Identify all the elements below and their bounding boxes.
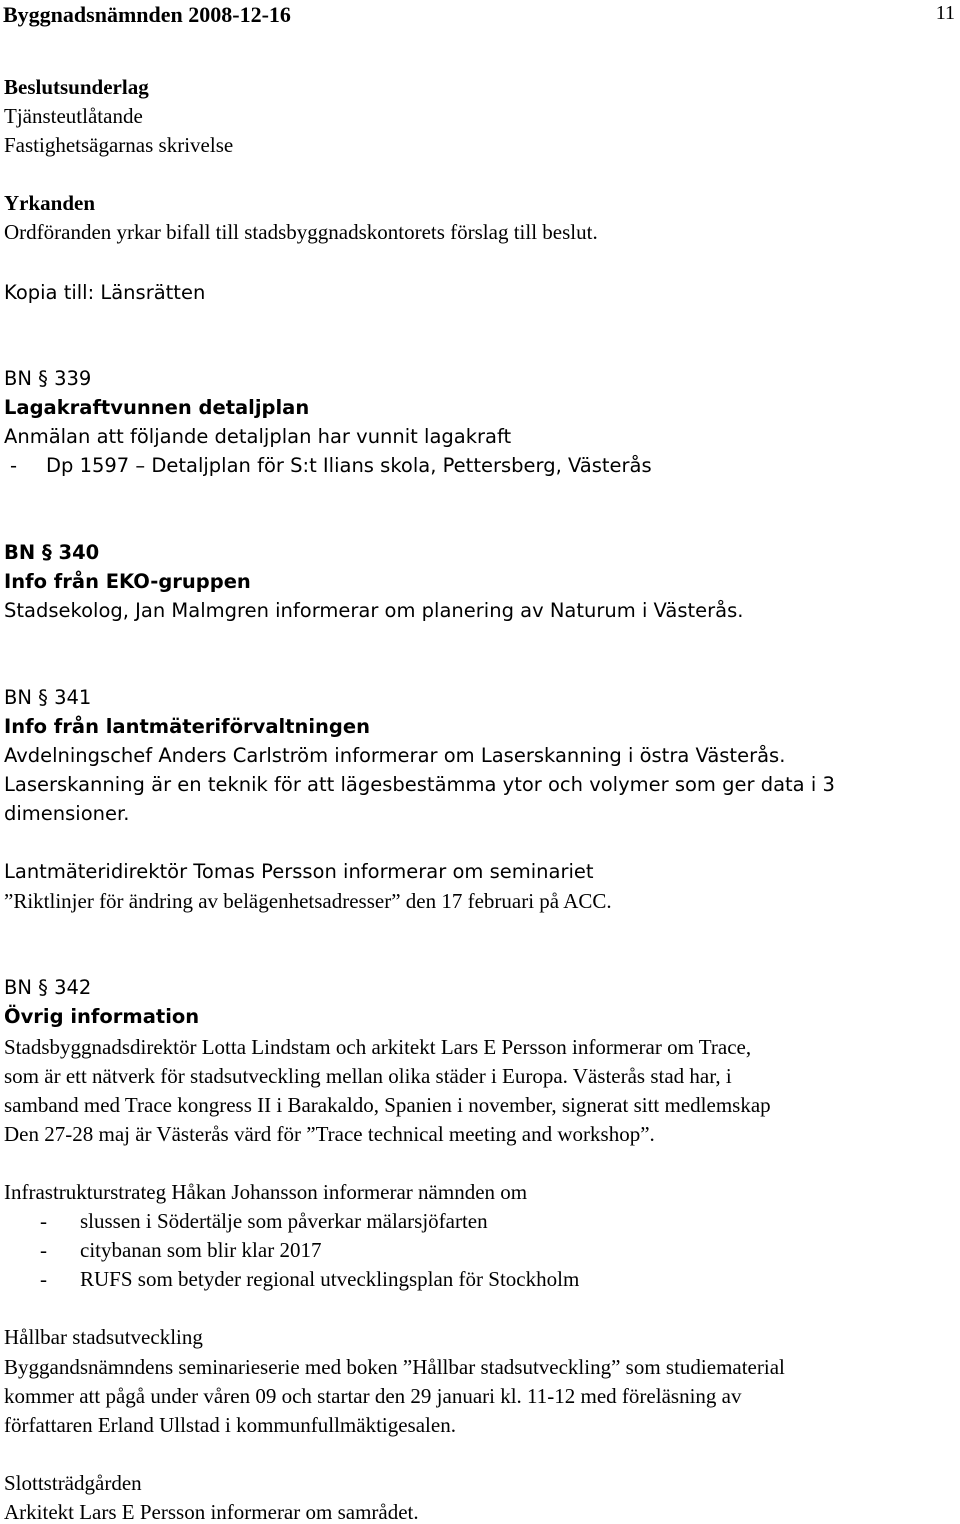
page-number: 11 (935, 2, 955, 24)
bn339-title: Lagakraftvunnen detaljplan (4, 396, 310, 419)
bn342-paragraph-line: som är ett nätverk för stadsutveckling mellan olika städer i Europa. Västerås stad har, i (4, 1064, 732, 1088)
infra-item: slussen i Södertälje som påverkar mälarsjöfarten (80, 1209, 488, 1233)
beslutsunderlag-item: Tjänsteutlåtande (4, 104, 143, 128)
bn342-paragraph-line: samband med Trace kongress II i Barakaldo, Spanien i november, signerat sitt medlemskap (4, 1093, 771, 1117)
bn341-line: Lantmäteridirektör Tomas Persson informerar om seminariet (4, 860, 594, 883)
document-title: Byggnadsnämnden 2008-12-16 (3, 2, 291, 27)
bn340-number: BN § 340 (4, 541, 100, 564)
kopia-line: Kopia till: Länsrätten (4, 281, 206, 304)
yrkanden-text: Ordföranden yrkar bifall till stadsbyggnadskontorets förslag till beslut. (4, 220, 598, 244)
bn339-item: Dp 1597 – Detaljplan för S:t Ilians skola, Pettersberg, Västerås (46, 454, 652, 477)
bn339-intro: Anmälan att följande detaljplan har vunnit lagakraft (4, 425, 512, 448)
bn342-paragraph-line: Den 27-28 maj är Västerås värd för ”Trace technical meeting and workshop”. (4, 1122, 655, 1146)
bn341-line: Laserskanning är en teknik för att lägesbestämma ytor och volymer som ger data i 3 (4, 773, 835, 796)
infra-dash: - (40, 1267, 47, 1291)
beslutsunderlag-item: Fastighetsägarnas skrivelse (4, 133, 234, 157)
slott-text: Arkitekt Lars E Persson informerar om samrådet. (4, 1500, 419, 1524)
infra-dash: - (40, 1209, 47, 1233)
bn342-number: BN § 342 (4, 976, 92, 999)
hallbar-line: författaren Erland Ullstad i kommunfullmäktigesalen. (4, 1413, 456, 1437)
beslutsunderlag-heading: Beslutsunderlag (4, 75, 149, 99)
yrkanden-heading: Yrkanden (4, 191, 96, 215)
hallbar-line: Byggandsnämndens seminarieserie med boken ”Hållbar stadsutveckling” som studiematerial (4, 1355, 785, 1379)
infra-item: RUFS som betyder regional utvecklingsplan för Stockholm (80, 1267, 580, 1291)
bn341-line: ”Riktlinjer för ändring av belägenhetsadresser” den 17 februari på ACC. (4, 889, 612, 913)
bn342-title: Övrig information (4, 1005, 200, 1028)
infra-dash: - (40, 1238, 47, 1262)
bn342-paragraph-line: Stadsbyggnadsdirektör Lotta Lindstam och arkitekt Lars E Persson informerar om Trace, (4, 1035, 752, 1059)
infra-intro: Infrastrukturstrateg Håkan Johansson informerar nämnden om (4, 1180, 528, 1204)
bn341-number: BN § 341 (4, 686, 92, 709)
hallbar-heading: Hållbar stadsutveckling (4, 1325, 203, 1349)
bn339-number: BN § 339 (4, 367, 92, 390)
slott-heading: Slottsträdgården (4, 1471, 142, 1495)
bn341-line: Avdelningschef Anders Carlström informerar om Laserskanning i östra Västerås. (4, 744, 786, 767)
bn339-dash: - (10, 454, 18, 477)
bn340-text: Stadsekolog, Jan Malmgren informerar om planering av Naturum i Västerås. (4, 599, 744, 622)
bn340-title: Info från EKO-gruppen (4, 570, 251, 593)
infra-item: citybanan som blir klar 2017 (80, 1238, 322, 1262)
bn341-line: dimensioner. (4, 802, 130, 825)
hallbar-line: kommer att pågå under våren 09 och startar den 29 januari kl. 11-12 med föreläsning av (4, 1384, 742, 1408)
bn341-title: Info från lantmäteriförvaltningen (4, 715, 370, 738)
